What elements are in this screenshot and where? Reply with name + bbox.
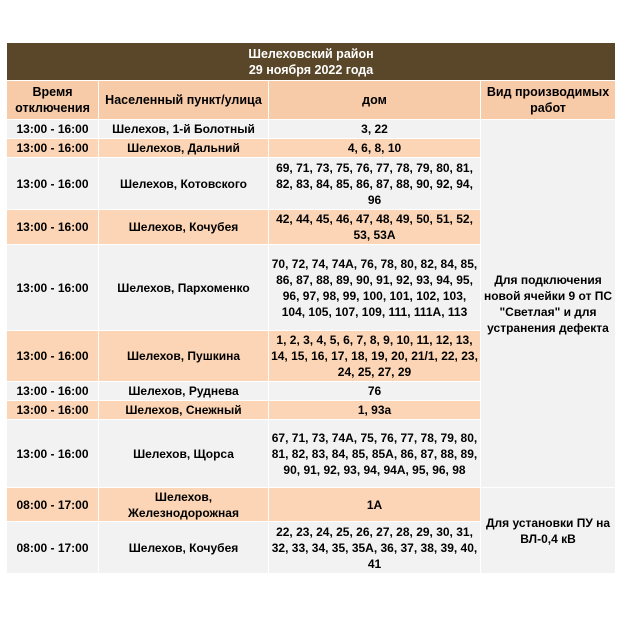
row-time: 13:00 - 16:00	[7, 401, 99, 420]
row-time: 08:00 - 17:00	[7, 488, 99, 522]
row-houses: 42, 44, 45, 46, 47, 48, 49, 50, 51, 52, 53, 53А	[269, 210, 481, 245]
works-description-1: Для подключения новой ячейки 9 от ПС "Светлая" и для устранения дефекта	[481, 120, 616, 488]
row-houses: 76	[269, 382, 481, 401]
row-place: Шелехов, 1-й Болотный	[99, 120, 269, 139]
row-houses: 1А	[269, 488, 481, 522]
table-row	[7, 488, 616, 522]
schedule-date: 29 ноября 2022 года	[248, 62, 374, 77]
district-name: Шелеховский район	[248, 46, 374, 61]
row-place: Шелехов, Кочубея	[99, 210, 269, 245]
row-place: Шелехов, Железнодорожная	[99, 488, 269, 522]
row-time: 13:00 - 16:00	[7, 139, 99, 158]
row-place: Шелехов, Кочубея	[99, 522, 269, 574]
row-place: Шелехов, Котовского	[99, 158, 269, 210]
outage-schedule-table	[6, 42, 616, 574]
row-time: 08:00 - 17:00	[7, 522, 99, 574]
row-time: 13:00 - 16:00	[7, 331, 99, 382]
table-row	[7, 120, 616, 139]
row-place: Шелехов, Руднева	[99, 382, 269, 401]
header-row	[7, 81, 616, 120]
row-houses: 1, 2, 3, 4, 5, 6, 7, 8, 9, 10, 11, 12, 13, 14, 15, 16, 17, 18, 19, 20, 21/1, 22, 23, 24, 25, 27, 29	[269, 331, 481, 382]
row-time: 13:00 - 16:00	[7, 420, 99, 488]
row-houses: 1, 93а	[269, 401, 481, 420]
header-place: Населенный пункт/улица	[99, 81, 269, 120]
table-title	[7, 43, 616, 81]
row-place: Шелехов, Пархоменко	[99, 245, 269, 331]
row-time: 13:00 - 16:00	[7, 245, 99, 331]
row-houses: 22, 23, 24, 25, 26, 27, 28, 29, 30, 31, 32, 33, 34, 35, 35А, 36, 37, 38, 39, 40, 41	[269, 522, 481, 574]
row-houses: 4, 6, 8, 10	[269, 139, 481, 158]
row-time: 13:00 - 16:00	[7, 158, 99, 210]
row-time: 13:00 - 16:00	[7, 210, 99, 245]
row-houses: 3, 22	[269, 120, 481, 139]
header-time: Время отключения	[7, 81, 99, 120]
row-place: Шелехов, Дальний	[99, 139, 269, 158]
header-house: дом	[269, 81, 481, 120]
header-works: Вид производимых работ	[481, 81, 616, 120]
row-time: 13:00 - 16:00	[7, 382, 99, 401]
row-place: Шелехов, Пушкина	[99, 331, 269, 382]
works-description-2: Для установки ПУ на ВЛ-0,4 кВ	[481, 488, 616, 574]
row-place: Шелехов, Снежный	[99, 401, 269, 420]
row-time: 13:00 - 16:00	[7, 120, 99, 139]
row-houses: 70, 72, 74, 74А, 76, 78, 80, 82, 84, 85, 86, 87, 88, 89, 90, 91, 92, 93, 94, 95, 96, 97, 98, 99, 100, 101, 102, 103, 104, 105, 107, 109, 111, 111А, 113	[269, 245, 481, 331]
row-houses: 69, 71, 73, 75, 76, 77, 78, 79, 80, 81, 82, 83, 84, 85, 86, 87, 88, 90, 92, 94, 96	[269, 158, 481, 210]
row-houses: 67, 71, 73, 74А, 75, 76, 77, 78, 79, 80, 81, 82, 83, 84, 85, 85А, 86, 87, 88, 89, 90, 91, 92, 93, 94, 94А, 95, 96, 98	[269, 420, 481, 488]
row-place: Шелехов, Щорса	[99, 420, 269, 488]
table-title-row	[7, 43, 616, 81]
